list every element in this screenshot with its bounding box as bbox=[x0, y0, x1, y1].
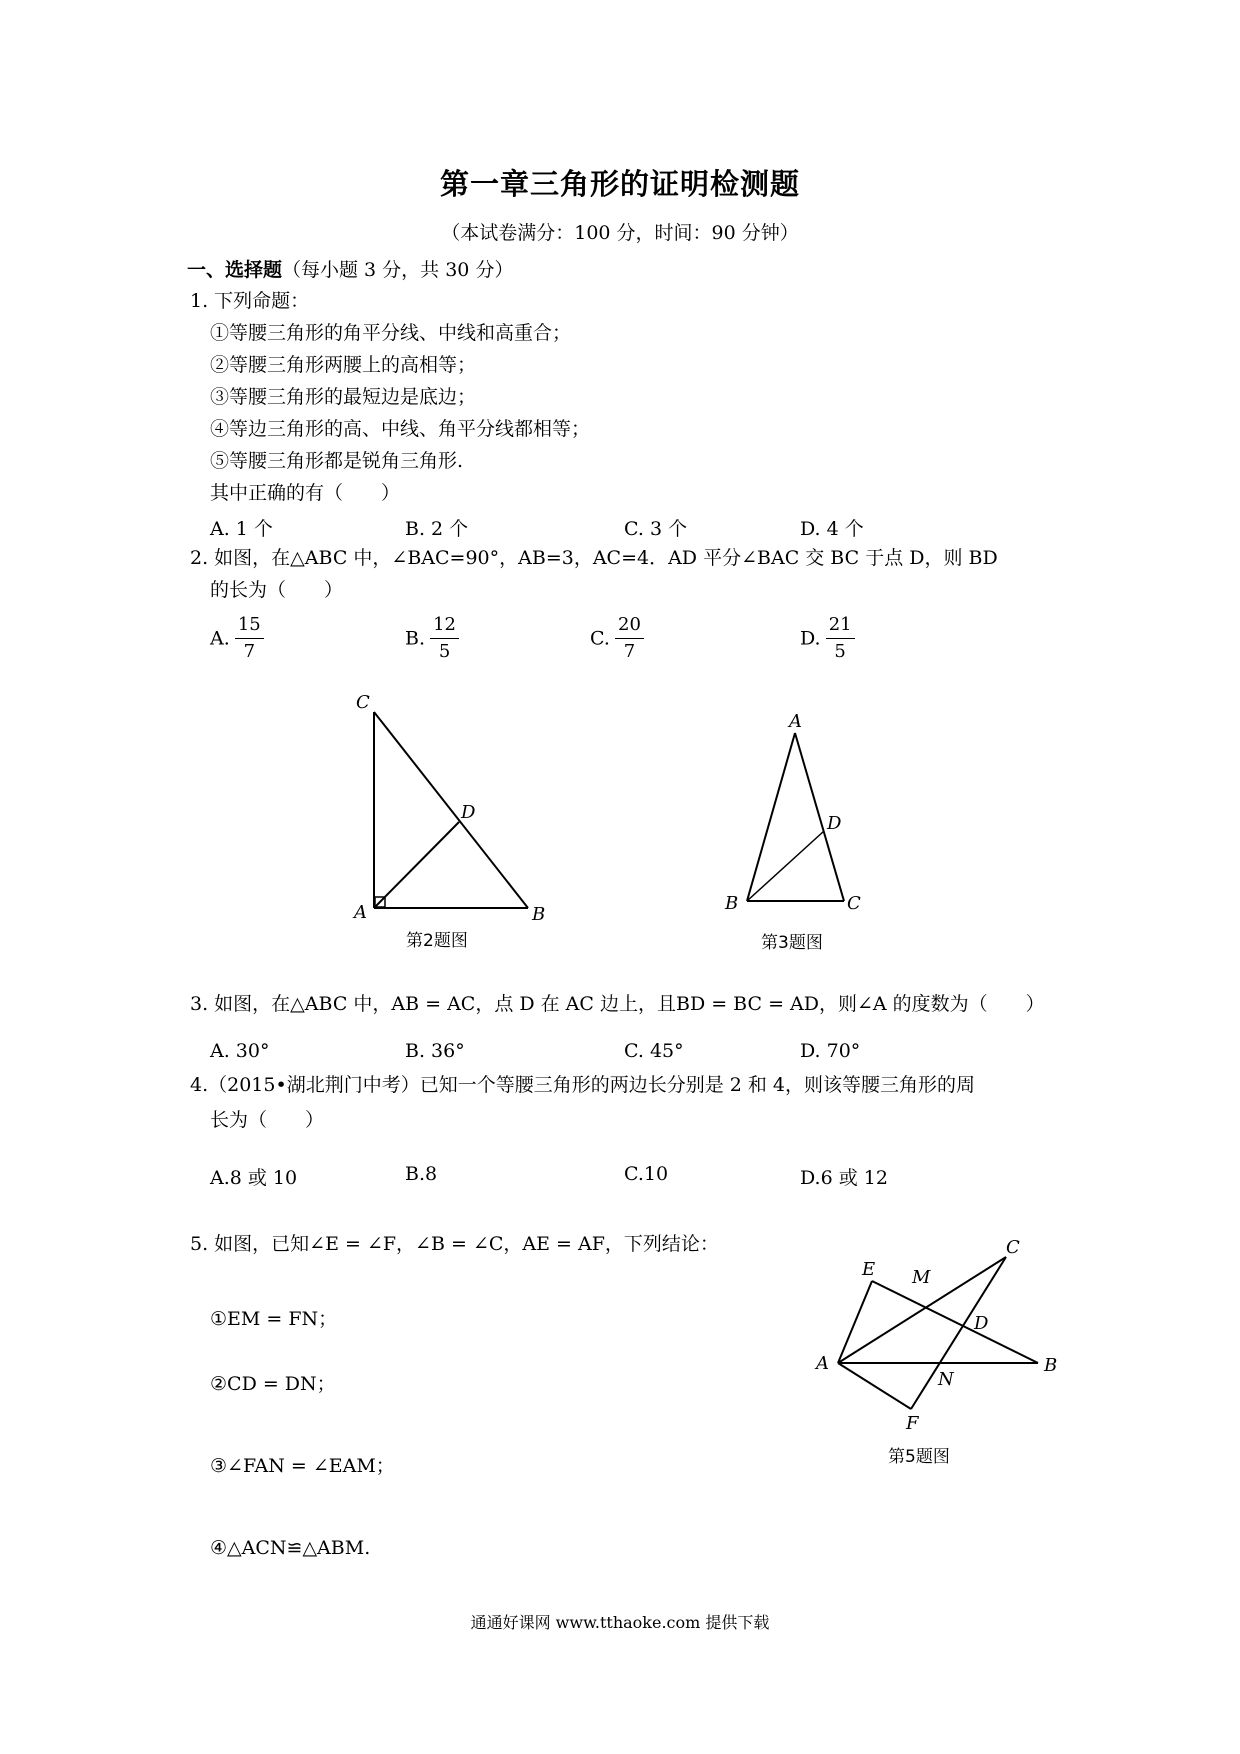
q4-option-b: B.8 bbox=[405, 1163, 438, 1185]
label-d: D bbox=[827, 813, 842, 834]
fraction: $\frac{15}{7}$ bbox=[235, 612, 264, 665]
label-a: A bbox=[816, 1353, 829, 1374]
q3-option-b: B. 36° bbox=[405, 1040, 465, 1062]
label-f: F bbox=[906, 1413, 919, 1434]
q2-stem-line1: 2. 如图，在△ABC 中，∠BAC=90°，AB=3，AC=4．AD 平分∠BAC 交 BC 于点 D，则 BD bbox=[190, 547, 998, 569]
q1-item: ②等腰三角形两腰上的高相等； bbox=[210, 354, 477, 376]
q1-option-a: A. 1 个 bbox=[210, 518, 273, 540]
label-a: A bbox=[354, 902, 367, 923]
fraction: $\frac{12}{5}$ bbox=[430, 612, 459, 665]
q5-item: ③∠FAN = ∠EAM； bbox=[210, 1455, 395, 1477]
q1-item: ①等腰三角形的角平分线、中线和高重合； bbox=[210, 322, 572, 344]
q1-option-d: D. 4 个 bbox=[800, 518, 864, 540]
q5-item: ④△ACN≌△ABM. bbox=[210, 1537, 371, 1559]
q4-option-c: C.10 bbox=[624, 1163, 669, 1185]
section-label: 一、选择题 bbox=[187, 259, 283, 281]
q2-option-c: C. $\frac{20}{7}$ bbox=[590, 612, 644, 665]
q4-stem-line1: 4.（2015•湖北荆门中考）已知一个等腰三角形的两边长分别是 2 和 4，则该等腰三角形的周 bbox=[190, 1074, 975, 1096]
label-a: A bbox=[789, 711, 802, 732]
q1-option-b: B. 2 个 bbox=[405, 518, 469, 540]
q1-item: ③等腰三角形的最短边是底边； bbox=[210, 386, 477, 408]
page-subtitle: （本试卷满分：100 分，时间：90 分钟） bbox=[441, 222, 799, 244]
fraction: $\frac{20}{7}$ bbox=[615, 612, 644, 665]
label-e: E bbox=[862, 1259, 876, 1280]
q2-option-a: A. $\frac{15}{7}$ bbox=[210, 612, 264, 665]
label-b: B bbox=[532, 904, 546, 925]
figure-caption: 第3题图 bbox=[761, 933, 823, 953]
q5-item: ①EM = FN； bbox=[210, 1308, 338, 1330]
q5-stem: 5. 如图，已知∠E = ∠F，∠B = ∠C，AE = AF，下列结论： bbox=[190, 1233, 719, 1255]
section-note: （每小题 3 分，共 30 分） bbox=[282, 259, 514, 281]
section-heading bbox=[187, 255, 513, 282]
fraction: $\frac{21}{5}$ bbox=[826, 612, 855, 665]
label-n: N bbox=[938, 1369, 954, 1390]
label-b: B bbox=[1044, 1355, 1058, 1376]
page-title: 第一章三角形的证明检测题 bbox=[439, 167, 800, 201]
q1-option-c: C. 3 个 bbox=[624, 518, 688, 540]
label-b: B bbox=[725, 893, 739, 914]
q2-option-b: B. $\frac{12}{5}$ bbox=[405, 612, 459, 665]
label-c: C bbox=[1006, 1237, 1020, 1258]
q4-option-a: A.8 或 10 bbox=[210, 1167, 298, 1189]
q2-stem-line2: 的长为（ ） bbox=[210, 579, 344, 601]
figure-q2 bbox=[340, 688, 560, 958]
q2-option-d: D. $\frac{21}{5}$ bbox=[800, 612, 855, 665]
label-c: C bbox=[356, 692, 370, 713]
label-c: C bbox=[847, 893, 861, 914]
q1-ask: 其中正确的有（ ） bbox=[210, 482, 401, 504]
label-m: M bbox=[912, 1267, 931, 1288]
q3-stem: 3. 如图，在△ABC 中，AB = AC，点 D 在 AC 边上，且BD = BC = AD，则∠A 的度数为（ ） bbox=[190, 993, 1045, 1015]
page-footer: 通通好课网 www.tthaoke.com 提供下载 bbox=[470, 1613, 770, 1632]
label-d: D bbox=[461, 802, 476, 823]
figure-caption: 第5题图 bbox=[888, 1447, 950, 1467]
q1-item: ⑤等腰三角形都是锐角三角形. bbox=[210, 450, 464, 472]
label-d: D bbox=[974, 1313, 989, 1334]
figure-q3 bbox=[715, 705, 885, 960]
q3-option-a: A. 30° bbox=[210, 1040, 270, 1062]
q4-option-d: D.6 或 12 bbox=[800, 1167, 888, 1189]
q3-option-c: C. 45° bbox=[624, 1040, 684, 1062]
figure-q5 bbox=[810, 1235, 1070, 1475]
figure-caption: 第2题图 bbox=[406, 931, 468, 951]
q5-item: ②CD = DN； bbox=[210, 1373, 336, 1395]
q3-option-d: D. 70° bbox=[800, 1040, 861, 1062]
q1-stem: 1. 下列命题： bbox=[190, 290, 310, 312]
q4-stem-line2: 长为（ ） bbox=[210, 1109, 325, 1131]
q1-item: ④等边三角形的高、中线、角平分线都相等； bbox=[210, 418, 591, 440]
